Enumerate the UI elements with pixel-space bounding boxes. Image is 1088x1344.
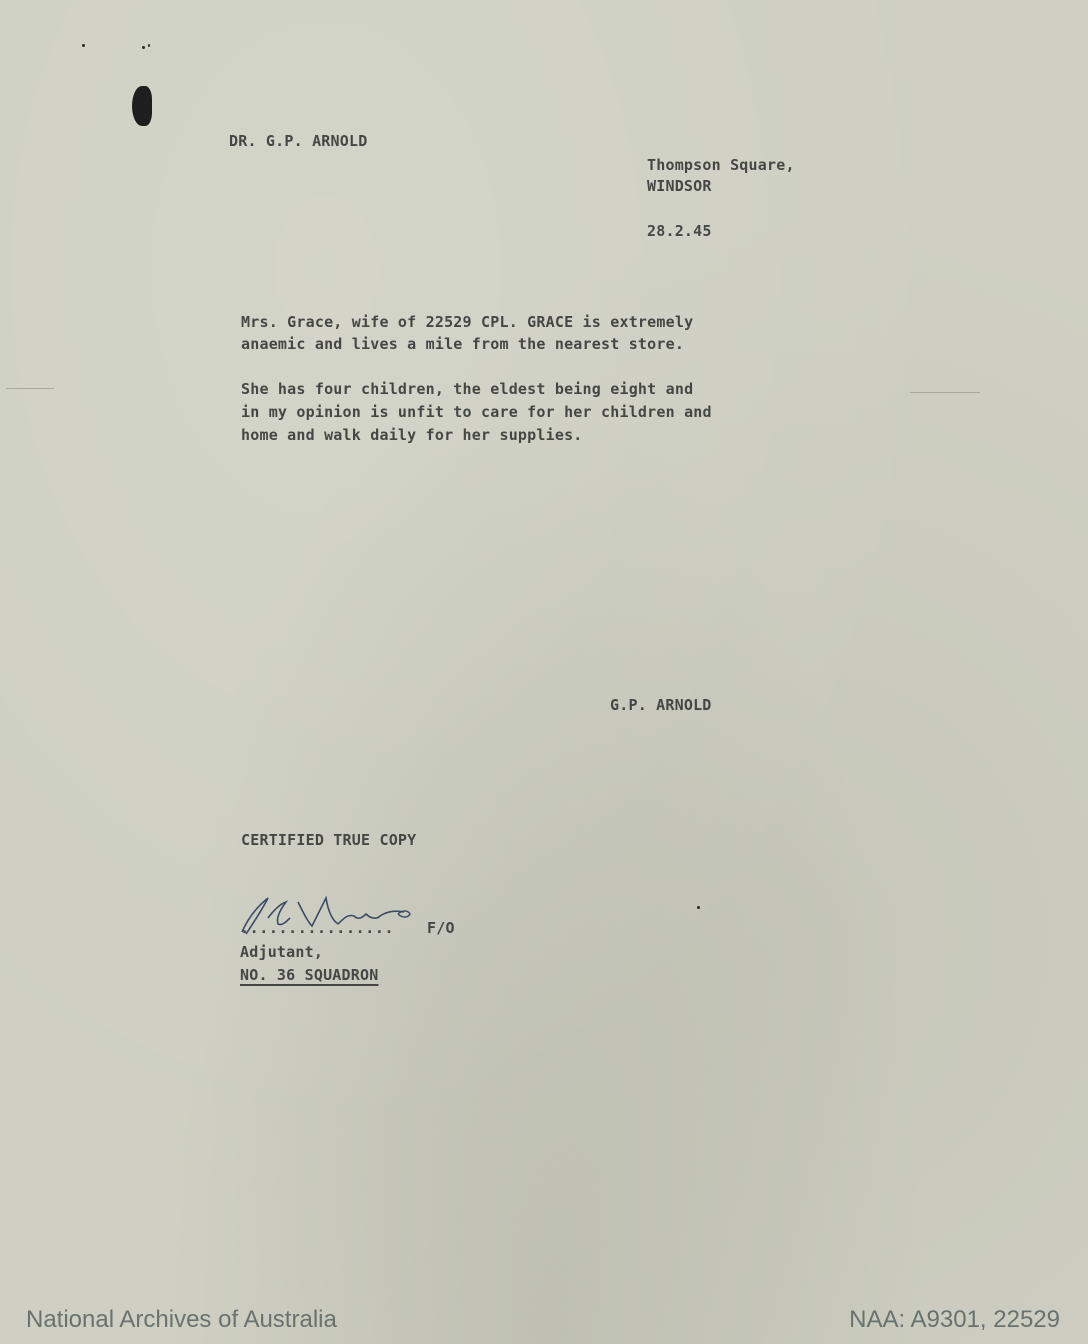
signature-dots: ................ xyxy=(240,919,395,937)
edge-mark xyxy=(6,388,54,389)
signatory-suffix: F/O xyxy=(427,919,455,937)
certification-text: CERTIFIED TRUE COPY xyxy=(241,831,417,849)
paragraph-2-line-2: in my opinion is unfit to care for her children and xyxy=(241,403,712,421)
speck-mark xyxy=(697,906,700,909)
signatory-title: Adjutant, xyxy=(240,943,324,961)
paragraph-2-line-3: home and walk daily for her supplies. xyxy=(241,426,583,444)
address-line-2: WINDSOR xyxy=(647,177,712,195)
speck-mark xyxy=(142,46,145,49)
speck-mark xyxy=(148,44,150,47)
address-line-1: Thompson Square, xyxy=(647,156,795,174)
punch-hole-mark xyxy=(132,86,152,126)
paragraph-2-line-1: She has four children, the eldest being eight and xyxy=(241,380,694,398)
speck-mark xyxy=(82,44,85,47)
paragraph-1-line-1: Mrs. Grace, wife of 22529 CPL. GRACE is extremely xyxy=(241,313,694,331)
archive-name: National Archives of Australia xyxy=(26,1306,337,1333)
edge-mark xyxy=(910,392,980,393)
letter-signature-name: G.P. ARNOLD xyxy=(610,696,712,714)
letterhead-name: DR. G.P. ARNOLD xyxy=(229,132,368,150)
signatory-unit: NO. 36 SQUADRON xyxy=(240,966,379,984)
archive-reference: NAA: A9301, 22529 xyxy=(849,1306,1060,1333)
letter-date: 28.2.45 xyxy=(647,222,712,240)
paragraph-1-line-2: anaemic and lives a mile from the nearest store. xyxy=(241,335,685,353)
